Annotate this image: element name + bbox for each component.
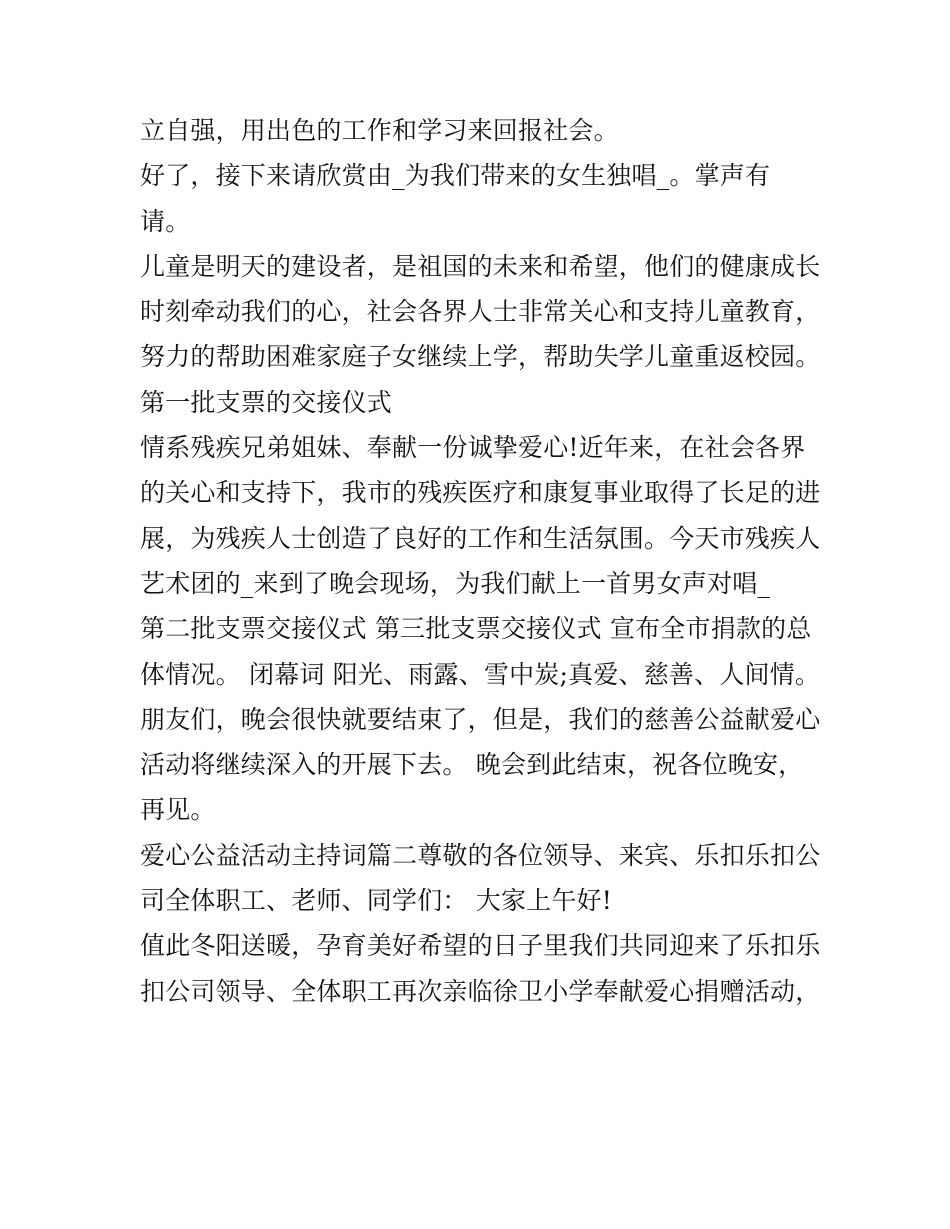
- text-line: 的关心和支持下，我市的残疾医疗和康复事业取得了长足的进: [140, 478, 821, 508]
- text-line: 请。: [140, 206, 191, 236]
- text-line: 立自强，用出色的工作和学习来回报社会。: [140, 116, 619, 145]
- text-line: 值此冬阳送暖，孕育美好希望的日子里我们共同迎来了乐扣乐: [140, 931, 821, 961]
- text-line: 扣公司领导、全体职工再次亲临徐卫小学奉献爱心捐赠活动，: [140, 976, 821, 1006]
- text-line: 再见。: [140, 795, 216, 825]
- text-line: 展，为残疾人士创造了良好的工作和生活氛围。今天市残疾人: [140, 523, 821, 553]
- text-line: 儿童是明天的建设者，是祖国的未来和希望，他们的健康成长: [140, 251, 821, 281]
- text-line: 情系残疾兄弟姐妹、奉献一份诚挚爱心!近年来，在社会各界: [140, 433, 806, 463]
- document-body: [140, 108, 830, 1014]
- text-line: 活动将继续深入的开展下去。 晚会到此结束，祝各位晚安，: [140, 750, 804, 780]
- text-line: 爱心公益活动主持词篇二尊敬的各位领导、来宾、乐扣乐扣公: [140, 840, 821, 870]
- text-line: 第二批支票交接仪式 第三批支票交接仪式 宣布全市捐款的总: [140, 614, 812, 644]
- text-line: 第一批支票的交接仪式: [140, 387, 393, 417]
- text-line: 体情况。 闭幕词 阳光、雨露、雪中炭;真爱、慈善、人间情。: [140, 659, 821, 689]
- text-line: 好了，接下来请欣赏由_为我们带来的女生独唱_。掌声有: [140, 161, 771, 191]
- text-line: 努力的帮助困难家庭子女继续上学，帮助失学儿童重返校园。: [140, 342, 821, 372]
- text-line: 艺术团的_来到了晚会现场，为我们献上一首男女声对唱_: [140, 568, 771, 598]
- text-line: 时刻牵动我们的心，社会各界人士非常关心和支持儿童教育，: [140, 297, 821, 327]
- text-line: 朋友们，晚会很快就要结束了，但是，我们的慈善公益献爱心: [140, 704, 821, 734]
- text-line: 司全体职工、老师、同学们： 大家上午好!: [140, 886, 612, 916]
